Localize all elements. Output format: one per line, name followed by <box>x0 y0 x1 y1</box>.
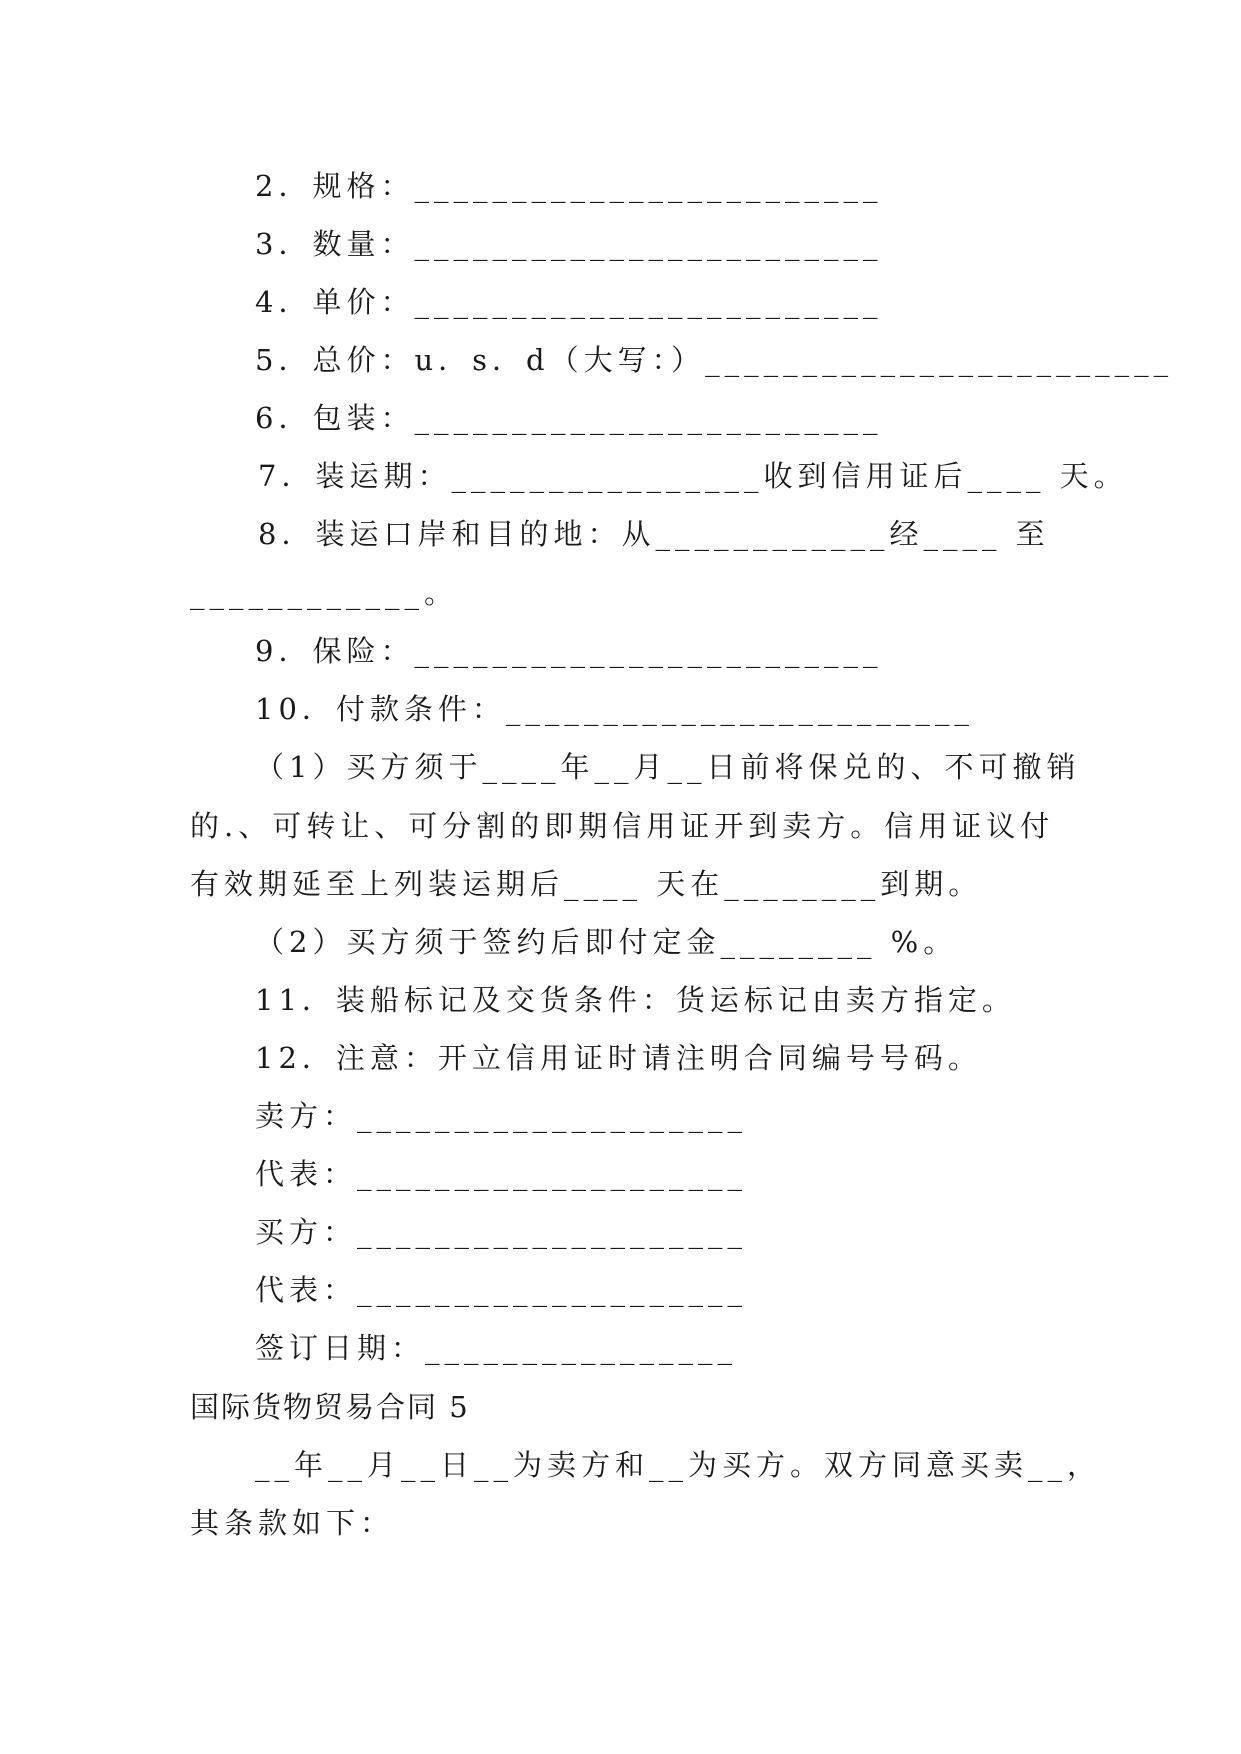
item-unit-price: 4．单价：________________________ <box>255 285 883 319</box>
item-marks-delivery: 11．装船标记及交货条件：货运标记由卖方指定。 <box>255 983 1016 1017</box>
item-shipment-period: 7．装运期：________________收到信用证后____ 天。 <box>258 459 1128 493</box>
item-insurance: 9．保险：________________________ <box>255 634 883 668</box>
item-port-destination: 8．装运口岸和目的地：从____________经____ 至 <box>258 517 1050 551</box>
item-total-price: 5．总价：u．s．d（大写：）________________________ <box>255 343 1174 377</box>
seller-representative-field: 代表：____________________ <box>255 1157 748 1191</box>
item-specification: 2．规格：________________________ <box>255 169 883 203</box>
item-payment-terms: 10．付款条件：________________________ <box>255 692 974 726</box>
buyer-field: 买方：____________________ <box>255 1215 748 1249</box>
payment-clause-1-continued-2: 有效期延至上列装运期后____ 天在________到期。 <box>190 867 983 901</box>
section-title: 国际货物贸易合同 5 <box>190 1390 470 1424</box>
contract-preamble: __年__月__日__为卖方和__为买方。双方同意买卖__， <box>255 1448 1102 1482</box>
item-packaging: 6．包装：________________________ <box>255 401 883 435</box>
item-port-destination-continued: ____________。 <box>190 576 459 610</box>
payment-clause-2: （2）买方须于签约后即付定金________ %。 <box>255 925 958 959</box>
payment-clause-1: （1）买方须于____年__月__日前将保兑的、不可撤销 <box>255 750 1081 784</box>
payment-clause-1-continued: 的.、可转让、可分割的即期信用证开到卖方。信用证议付 <box>190 809 1055 843</box>
buyer-representative-field: 代表：____________________ <box>255 1273 748 1307</box>
item-quantity: 3．数量：________________________ <box>255 227 883 261</box>
seller-field: 卖方：____________________ <box>255 1099 748 1133</box>
item-notice: 12．注意：开立信用证时请注明合同编号号码。 <box>255 1041 982 1075</box>
signing-date-field: 签订日期：________________ <box>255 1331 738 1365</box>
contract-preamble-continued: 其条款如下： <box>190 1506 395 1540</box>
